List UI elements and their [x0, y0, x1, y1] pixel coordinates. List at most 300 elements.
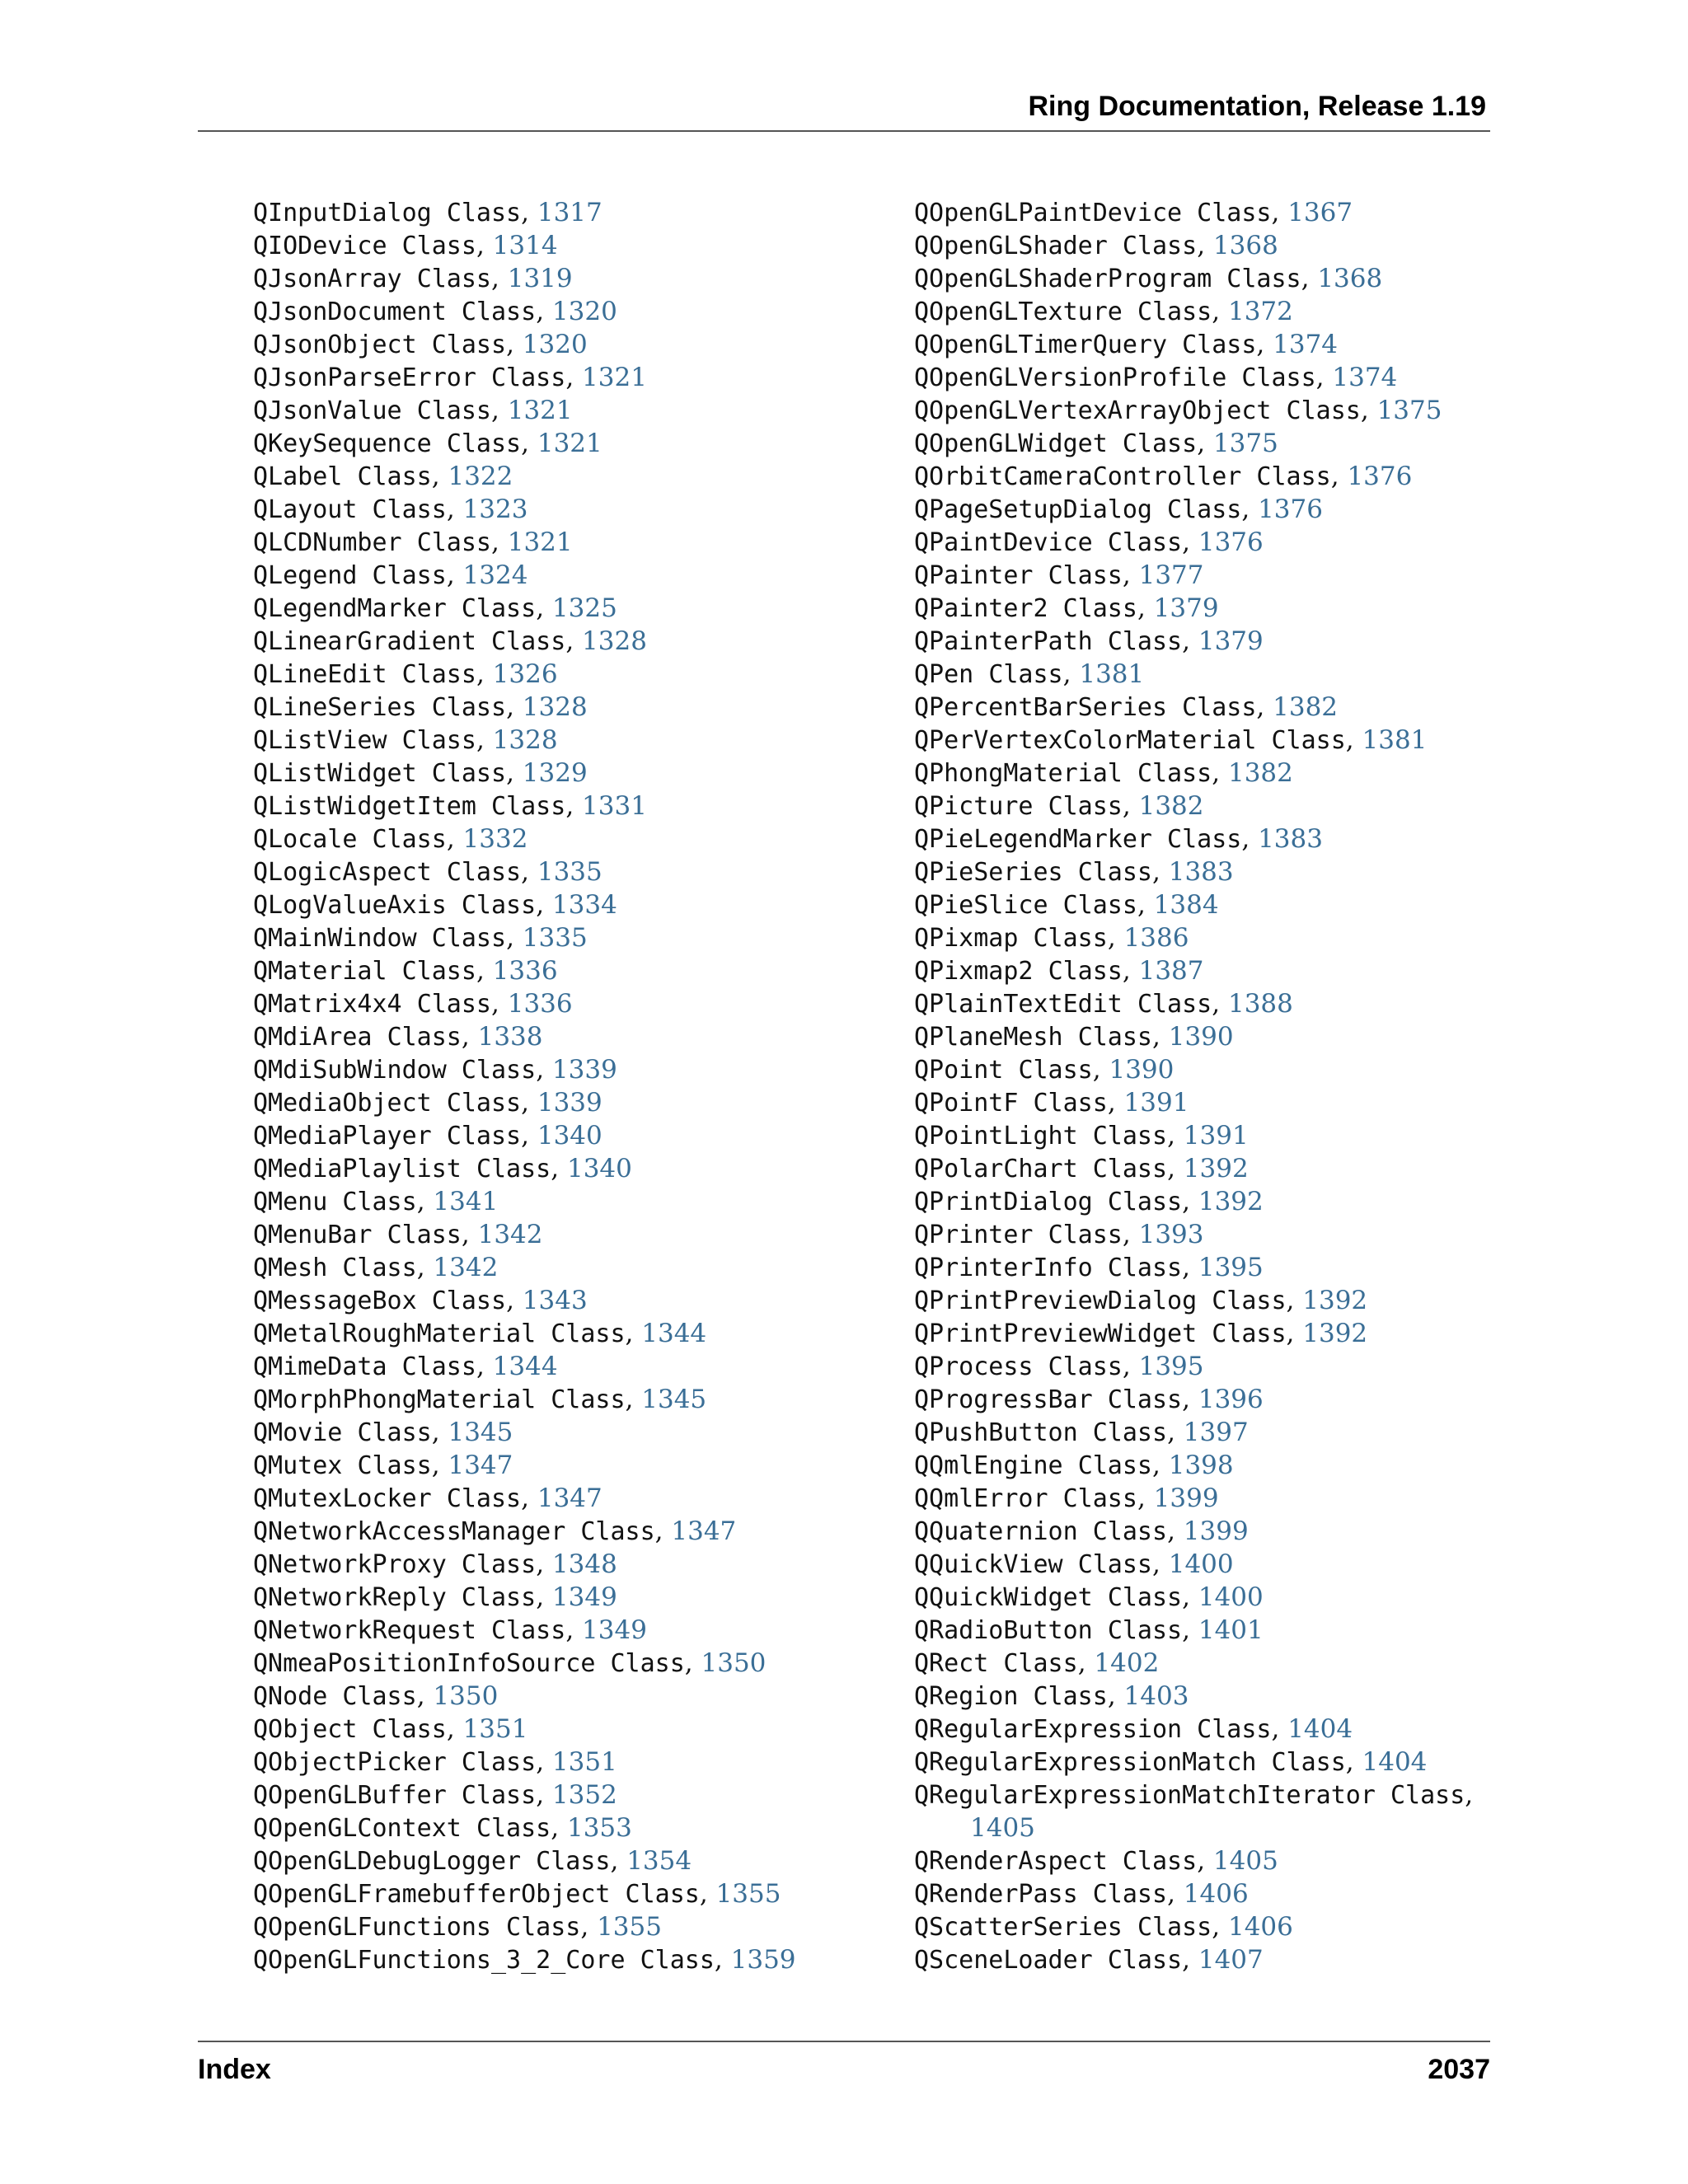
index-page-link[interactable]: 1349 [582, 1615, 647, 1645]
index-entry-name: QMovie [253, 1418, 343, 1447]
index-entry-name: QPicture [914, 792, 1034, 821]
index-entry [914, 1185, 1491, 1218]
space [357, 1715, 372, 1744]
index-page-link[interactable]: 1331 [582, 791, 647, 821]
index-entry-kind: Class [461, 1748, 537, 1777]
index-page-link[interactable]: 1343 [522, 1286, 588, 1315]
index-page-link[interactable]: 1325 [551, 593, 617, 623]
space [1018, 924, 1033, 953]
index-entry-name: QNmeaPositionInfoSource [253, 1649, 596, 1678]
index-page-link[interactable]: 1368 [1212, 231, 1278, 260]
index-entry-separator: , [1182, 1385, 1198, 1414]
index-entry-name: QLegendMarker [253, 594, 447, 623]
index-page-link[interactable]: 1334 [551, 890, 617, 920]
index-entry-separator: , [654, 1516, 672, 1546]
index-entry-kind: Class [1212, 1286, 1287, 1315]
index-entry-name: QMdiSubWindow [253, 1056, 447, 1085]
index-page-link[interactable]: 1354 [626, 1846, 692, 1876]
index-page-link[interactable]: 1382 [1138, 791, 1204, 821]
index-entry-separator: , [1092, 1055, 1109, 1085]
space [565, 1517, 580, 1546]
index-page-link[interactable]: 1342 [433, 1253, 499, 1282]
index-entry-kind: Class [1092, 1418, 1168, 1447]
space [1078, 1880, 1093, 1909]
index-entry [914, 1482, 1491, 1515]
index-entry-name: QNetworkReply [253, 1583, 447, 1612]
index-page-link[interactable]: 1376 [1198, 527, 1264, 557]
index-page-link[interactable]: 1319 [507, 264, 573, 293]
index-entry [914, 954, 1491, 987]
index-page-link[interactable]: 1345 [641, 1385, 707, 1414]
space [1152, 495, 1167, 524]
space [1034, 1221, 1048, 1249]
index-page-link[interactable]: 1392 [1302, 1319, 1368, 1348]
index-entry-kind: Class [372, 1715, 447, 1744]
index-page-link[interactable]: 1375 [1212, 429, 1278, 458]
index-page-link[interactable]: 1399 [1183, 1516, 1249, 1546]
index-entry [914, 295, 1491, 328]
space [476, 627, 491, 656]
index-page-link[interactable]: 1381 [1079, 659, 1145, 689]
index-entry-separator: , [565, 1615, 583, 1645]
index-entry [253, 394, 879, 427]
index-entry-kind: Class [1033, 1089, 1108, 1118]
index-entry-kind: Class [342, 1254, 417, 1282]
index-page-link[interactable]: 1317 [537, 198, 603, 227]
index-entry-separator: , [1182, 1187, 1198, 1216]
index-entry-kind: Class [416, 265, 491, 293]
index-page-link[interactable]: 1351 [462, 1714, 528, 1744]
index-entry [253, 1350, 879, 1383]
index-entry [253, 1844, 879, 1877]
index-entry-separator: , [536, 1055, 552, 1085]
space [417, 924, 432, 953]
index-entry-name: QPerVertexColorMaterial [914, 726, 1257, 755]
index-entry [914, 1053, 1491, 1086]
index-page-link[interactable]: 1355 [715, 1879, 781, 1909]
index-page-link[interactable]: 1321 [507, 396, 573, 425]
index-entry-kind: Class [1077, 1451, 1152, 1480]
index-page-link[interactable]: 1347 [537, 1483, 603, 1513]
index-entry-name: QRect [914, 1649, 989, 1678]
space [1123, 1913, 1137, 1942]
index-entry-separator: , [551, 1154, 567, 1183]
index-page-link[interactable]: 1339 [537, 1088, 603, 1118]
index-entry-kind: Class [461, 298, 537, 326]
space [432, 1484, 447, 1513]
index-page-link[interactable]: 1332 [462, 824, 528, 854]
index-entry-kind: Class [461, 1056, 537, 1085]
space [373, 1023, 387, 1052]
index-entry-kind: Class [431, 330, 507, 359]
index-page-link[interactable]: 1351 [551, 1747, 617, 1777]
index-entry-separator: , [1197, 231, 1213, 260]
index-entry-separator: , [506, 758, 523, 788]
index-entry-separator: , [536, 1780, 552, 1810]
index-entry [914, 1152, 1491, 1185]
index-entry-name: QOpenGLPaintDevice [914, 199, 1183, 227]
index-entry-name: QPainterPath [914, 627, 1093, 656]
index-entry-separator: , [476, 956, 493, 986]
space [1197, 1286, 1212, 1315]
index-entry [253, 1746, 879, 1779]
index-entry-separator: , [536, 1747, 552, 1777]
index-entry [253, 196, 879, 229]
space [1152, 825, 1167, 854]
index-entry-name: QPhongMaterial [914, 759, 1123, 788]
index-entry-separator: , [431, 462, 448, 491]
index-page-link[interactable]: 1382 [1227, 758, 1293, 788]
index-entry-separator: , [1241, 824, 1259, 854]
index-page-link[interactable]: 1367 [1287, 198, 1353, 227]
index-entry [914, 229, 1491, 262]
index-page-link[interactable]: 1392 [1183, 1154, 1249, 1183]
index-entry-name: QProcess [914, 1352, 1034, 1381]
index-entry [914, 921, 1491, 954]
index-entry-kind: Class [342, 1682, 417, 1711]
index-entry-name: QQmlEngine [914, 1451, 1063, 1480]
space [1093, 1583, 1108, 1612]
index-entry-name: QScatterSeries [914, 1913, 1123, 1942]
index-entry-name: QPolarChart [914, 1155, 1078, 1183]
index-entry-separator: , [1182, 527, 1198, 557]
index-entry [914, 1251, 1491, 1284]
index-entry-name: QMdiArea [253, 1023, 373, 1052]
index-page-link[interactable]: 1391 [1123, 1088, 1189, 1118]
index-page-link[interactable]: 1383 [1258, 824, 1323, 854]
index-entry [914, 394, 1491, 427]
index-page-link[interactable]: 1345 [448, 1418, 513, 1447]
space [402, 990, 417, 1019]
index-page-link[interactable]: 1344 [492, 1352, 558, 1381]
index-page-link[interactable]: 1349 [551, 1582, 617, 1612]
index-page-link[interactable]: 1381 [1362, 725, 1428, 755]
index-page-link[interactable]: 1324 [462, 560, 528, 590]
index-entry-kind: Class [1107, 1385, 1183, 1414]
running-header-title: Ring Documentation, Release 1.19 [1028, 91, 1486, 122]
index-page-link[interactable]: 1336 [507, 989, 573, 1019]
index-entry-name: QLCDNumber [253, 528, 402, 557]
index-entry-kind: Class [342, 1188, 417, 1216]
index-page-link[interactable]: 1379 [1153, 593, 1219, 623]
index-page-link[interactable]: 1392 [1302, 1286, 1368, 1315]
index-page-link[interactable]: 1341 [433, 1187, 499, 1216]
index-entry-separator: , [491, 264, 508, 293]
space [447, 1748, 462, 1777]
index-page-link[interactable]: 1403 [1123, 1681, 1189, 1711]
index-entry-kind: Class [372, 561, 447, 590]
index-page-link[interactable]: 1344 [641, 1319, 707, 1348]
space [536, 1319, 551, 1348]
index-page-link[interactable]: 1404 [1287, 1714, 1353, 1744]
index-page-link[interactable]: 1322 [448, 462, 513, 491]
index-page-link[interactable]: 1372 [1227, 297, 1293, 326]
index-entry [914, 658, 1491, 691]
index-entry [914, 559, 1491, 592]
index-entry [914, 1877, 1491, 1910]
index-entry [914, 1086, 1491, 1119]
index-page-link[interactable]: 1335 [522, 923, 588, 953]
index-page-link[interactable]: 1350 [433, 1681, 499, 1711]
index-page-link[interactable]: 1391 [1183, 1121, 1249, 1151]
index-entry-kind: Class [431, 924, 507, 953]
index-entry-separator: , [431, 1418, 448, 1447]
index-entry-name: QKeySequence [253, 429, 432, 458]
index-entry-name: QJsonValue [253, 396, 402, 425]
index-entry-name: QListWidgetItem [253, 792, 476, 821]
index-entry-name: QRegularExpressionMatchIterator [914, 1781, 1376, 1810]
index-page-link[interactable]: 1397 [1183, 1418, 1249, 1447]
index-entry-name: QLayout [253, 495, 358, 524]
index-entry-separator: , [1256, 692, 1273, 722]
index-entry-kind: Class [372, 495, 447, 524]
index-entry [253, 790, 879, 823]
index-entry-name: QMainWindow [253, 924, 417, 953]
index-page-link[interactable]: 1384 [1153, 890, 1219, 920]
index-entry [253, 1581, 879, 1614]
index-entry-name: QMorphPhongMaterial [253, 1385, 537, 1414]
space [387, 232, 402, 260]
index-entry-name: QOpenGLFunctions_3_2_Core [253, 1946, 626, 1975]
index-entry-separator: , [625, 1385, 642, 1414]
index-entry-kind: Class [357, 1451, 432, 1480]
index-entry [914, 196, 1491, 229]
index-entry-name: QMenu [253, 1188, 328, 1216]
index-page-link[interactable]: 1406 [1183, 1879, 1249, 1909]
index-entry-name: QPainter [914, 561, 1034, 590]
index-entry-separator: , [565, 791, 583, 821]
index-page-link[interactable]: 1387 [1138, 956, 1204, 986]
index-entry-kind: Class [476, 1814, 551, 1843]
index-page-link[interactable]: 1400 [1198, 1582, 1264, 1612]
index-page-link[interactable]: 1340 [537, 1121, 603, 1151]
index-entry-name: QQmlError [914, 1484, 1048, 1513]
index-entry-name: QNode [253, 1682, 328, 1711]
index-page-link[interactable]: 1392 [1198, 1187, 1264, 1216]
index-page-link[interactable]: 1400 [1168, 1549, 1234, 1579]
space [1093, 528, 1108, 557]
index-page-link[interactable]: 1390 [1109, 1055, 1175, 1085]
index-entry-name: QPercentBarSeries [914, 693, 1168, 722]
space [1093, 627, 1108, 656]
index-page-link[interactable]: 1339 [551, 1055, 617, 1085]
header-rule [198, 130, 1490, 132]
index-entry-kind: Class [1062, 594, 1137, 623]
index-entry-name: QRenderAspect [914, 1847, 1108, 1876]
index-entry-kind: Class [580, 1517, 655, 1546]
index-entry-name: QMutex [253, 1451, 343, 1480]
index-page-link[interactable]: 1326 [492, 659, 558, 689]
space [1108, 429, 1123, 458]
index-entry [253, 1515, 879, 1548]
index-page-link[interactable]: 1359 [730, 1945, 796, 1975]
space [1241, 462, 1256, 491]
index-entry-kind: Class [1107, 528, 1183, 557]
index-entry-separator: , [1360, 396, 1377, 425]
index-entry-kind: Class [461, 891, 537, 920]
index-entry-kind: Class [1182, 693, 1257, 722]
index-page-link[interactable]: 1376 [1258, 494, 1323, 524]
index-page-link[interactable]: 1355 [597, 1912, 662, 1942]
index-page-link[interactable]: 1338 [477, 1022, 543, 1052]
index-entry-separator: , [1286, 1319, 1303, 1348]
index-entry [914, 526, 1491, 559]
index-entry [914, 1779, 1491, 1811]
index-page-link[interactable]: 1328 [522, 692, 588, 722]
index-entry [253, 295, 879, 328]
space [1034, 792, 1048, 821]
index-entry-name: QNetworkProxy [253, 1550, 447, 1579]
index-page-link[interactable]: 1395 [1138, 1352, 1204, 1381]
index-entry [914, 1119, 1491, 1152]
index-page-link[interactable]: 1328 [492, 725, 558, 755]
index-page-link[interactable]: 1407 [1198, 1945, 1264, 1975]
index-page-link[interactable]: 1401 [1198, 1615, 1264, 1645]
index-entry-kind: Class [1107, 1254, 1183, 1282]
index-entry-kind: Class [1107, 1583, 1183, 1612]
index-entry [253, 1152, 879, 1185]
index-entry-kind: Class [1092, 1880, 1168, 1909]
index-entry [914, 1548, 1491, 1581]
space [387, 660, 402, 689]
space [342, 1418, 357, 1447]
index-entry [253, 328, 879, 361]
index-page-link[interactable]: 1399 [1153, 1483, 1219, 1513]
index-page-link[interactable]: 1376 [1347, 462, 1413, 491]
space [447, 1056, 462, 1085]
index-page-link[interactable]: 1335 [537, 857, 603, 887]
index-entry-kind: Class [1048, 561, 1123, 590]
index-page-link[interactable]: 1347 [671, 1516, 737, 1546]
index-entry-kind: Class [357, 1418, 432, 1447]
space [1034, 561, 1048, 590]
index-entry-kind: Class [387, 1023, 462, 1052]
index-page-link[interactable]: 1329 [522, 758, 588, 788]
index-page-link[interactable]: 1374 [1332, 363, 1398, 392]
index-page-link[interactable]: 1386 [1123, 923, 1189, 953]
index-entry [914, 262, 1491, 295]
index-page-link[interactable]: 1383 [1168, 857, 1234, 887]
space [1093, 1946, 1108, 1975]
index-entry-kind: Class [640, 1946, 715, 1975]
index-entry [914, 1284, 1491, 1317]
index-entry-name: QJsonDocument [253, 298, 447, 326]
index-entry-kind: Class [461, 1583, 537, 1612]
index-page-link[interactable]: 1342 [477, 1220, 543, 1249]
index-entry-name: QLineSeries [253, 693, 417, 722]
space [432, 1089, 447, 1118]
index-entry-kind: Class [1107, 1188, 1183, 1216]
index-entry-kind: Class [1033, 924, 1108, 953]
index-entry [914, 1910, 1491, 1943]
footer-rule [198, 2041, 1490, 2042]
index-page-link[interactable]: 1321 [582, 363, 647, 392]
index-page-link[interactable]: 1320 [522, 330, 588, 359]
index-entry-kind: Class [431, 1286, 507, 1315]
index-entry-separator: , [1167, 1121, 1184, 1151]
index-entry-separator: , [536, 1582, 552, 1612]
index-entry-separator: , [1212, 1912, 1228, 1942]
index-page-link[interactable]: 1352 [551, 1780, 617, 1810]
index-entry-name: QPieLegendMarker [914, 825, 1152, 854]
space [1256, 726, 1271, 755]
index-page-link[interactable]: 1353 [566, 1813, 632, 1843]
index-page-link[interactable]: 1368 [1317, 264, 1383, 293]
index-entry-kind: Class [1182, 330, 1257, 359]
index-page-link[interactable]: 1321 [537, 429, 603, 458]
index-entry-name: QLabel [253, 462, 343, 491]
index-entry-name: QOpenGLContext [253, 1814, 462, 1843]
index-entry [253, 724, 879, 757]
index-page-link[interactable]: 1405 [1212, 1846, 1278, 1876]
index-entry-separator: , [1152, 857, 1169, 887]
index-entry-separator: , [1286, 1286, 1303, 1315]
index-page-link[interactable]: 1388 [1227, 989, 1293, 1019]
index-entry-separator: , [1182, 1615, 1198, 1645]
index-page-link[interactable]: 1405 [970, 1813, 1035, 1843]
index-entry-name: QMenuBar [253, 1221, 373, 1249]
index-entry-separator: , [1077, 1648, 1095, 1678]
space [1048, 594, 1063, 623]
index-entry-kind: Class [1137, 1913, 1212, 1942]
index-page-link[interactable]: 1402 [1094, 1648, 1160, 1678]
index-page-link[interactable]: 1374 [1273, 330, 1339, 359]
index-page-link[interactable]: 1406 [1227, 1912, 1293, 1942]
index-page-link[interactable]: 1395 [1198, 1253, 1264, 1282]
index-page-link[interactable]: 1398 [1168, 1451, 1234, 1480]
space [1034, 1352, 1048, 1381]
index-column-right [914, 196, 1491, 1976]
index-entry-kind: Class [1048, 957, 1123, 986]
index-page-link[interactable]: 1350 [701, 1648, 767, 1678]
space [1226, 363, 1241, 392]
index-page-link[interactable]: 1336 [492, 956, 558, 986]
space [432, 429, 447, 458]
index-page-link[interactable]: 1404 [1362, 1747, 1428, 1777]
index-page-link[interactable]: 1375 [1376, 396, 1442, 425]
index-entry-kind: Class [1122, 429, 1198, 458]
index-page-link[interactable]: 1328 [582, 626, 647, 656]
index-page-link[interactable]: 1340 [566, 1154, 632, 1183]
index-page-link[interactable]: 1379 [1198, 626, 1264, 656]
index-entry-name: QOrbitCameraController [914, 462, 1242, 491]
index-page-link[interactable]: 1396 [1198, 1385, 1264, 1414]
index-page-link[interactable]: 1321 [507, 527, 573, 557]
index-entry-name: QLegend [253, 561, 358, 590]
space [1376, 1781, 1390, 1810]
index-page-link[interactable]: 1314 [492, 231, 558, 260]
index-page-link[interactable]: 1382 [1273, 692, 1339, 722]
index-entry [253, 1185, 879, 1218]
index-page-link[interactable]: 1347 [448, 1451, 513, 1480]
index-entry-name: QListView [253, 726, 387, 755]
index-entry [914, 1680, 1491, 1713]
index-page-link[interactable]: 1348 [551, 1549, 617, 1579]
index-page-link[interactable]: 1323 [462, 494, 528, 524]
index-page-link[interactable]: 1377 [1138, 560, 1204, 590]
index-page-link[interactable]: 1320 [551, 297, 617, 326]
index-entry-separator: , [521, 198, 537, 227]
index-entry-name: QQuickView [914, 1550, 1063, 1579]
space [1093, 1188, 1108, 1216]
space [1003, 1056, 1018, 1085]
space [417, 693, 432, 722]
index-page-link[interactable]: 1390 [1168, 1022, 1234, 1052]
space [447, 891, 462, 920]
index-entry-name: QPointF [914, 1089, 1019, 1118]
index-page-link[interactable]: 1393 [1138, 1220, 1204, 1249]
index-entry-separator: , [506, 330, 523, 359]
